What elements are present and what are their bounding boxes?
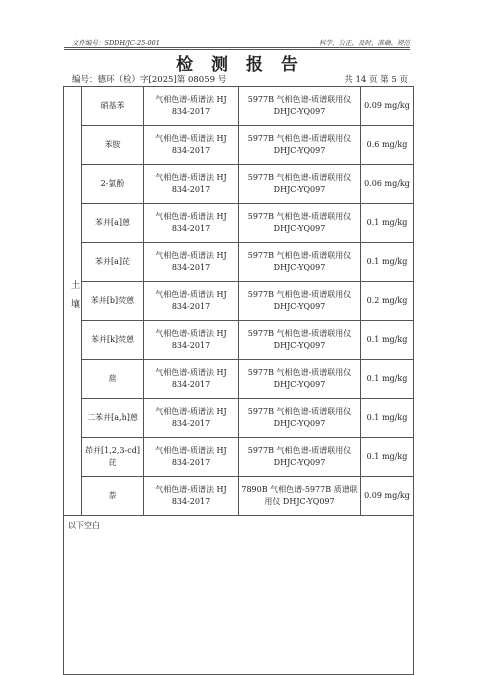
item-cell: 硝基苯	[82, 87, 144, 126]
instrument-cell: 7890B 气相色谱-5977B 质谱联用仪 DHJC-YQ097	[239, 477, 361, 516]
table-row	[64, 438, 414, 477]
limit-cell: 0.2 mg/kg	[361, 282, 414, 321]
limit-cell: 0.1 mg/kg	[361, 243, 414, 282]
item-cell: 二苯并[a,h]蒽	[82, 399, 144, 438]
method-cell: 气相色谱-质谱法 HJ 834-2017	[144, 438, 239, 477]
instrument-cell: 5977B 气相色谱-质谱联用仪 DHJC-YQ097	[239, 360, 361, 399]
instrument-cell: 5977B 气相色谱-质谱联用仪 DHJC-YQ097	[239, 87, 361, 126]
limit-cell: 0.1 mg/kg	[361, 399, 414, 438]
method-cell: 气相色谱-质谱法 HJ 834-2017	[144, 126, 239, 165]
page-title: 检 测 报 告	[176, 55, 304, 75]
report-number: 编号：德环（检）字[2025]第 08059 号	[72, 75, 227, 85]
file-number: 文件编号：SDDH/JC-25-001	[72, 39, 160, 47]
limit-cell: 0.09 mg/kg	[361, 477, 414, 516]
instrument-cell: 5977B 气相色谱-质谱联用仪 DHJC-YQ097	[239, 399, 361, 438]
method-cell: 气相色谱-质谱法 HJ 834-2017	[144, 321, 239, 360]
limit-cell: 0.1 mg/kg	[361, 438, 414, 477]
method-cell: 气相色谱-质谱法 HJ 834-2017	[144, 477, 239, 516]
method-cell: 气相色谱-质谱法 HJ 834-2017	[144, 165, 239, 204]
limit-cell: 0.1 mg/kg	[361, 321, 414, 360]
limit-cell: 0.1 mg/kg	[361, 204, 414, 243]
table-row	[64, 360, 414, 399]
method-cell: 气相色谱-质谱法 HJ 834-2017	[144, 399, 239, 438]
method-cell: 气相色谱-质谱法 HJ 834-2017	[144, 282, 239, 321]
page-info: 共 14 页 第 5 页	[344, 75, 408, 85]
table-row	[64, 165, 414, 204]
instrument-cell: 5977B 气相色谱-质谱联用仪 DHJC-YQ097	[239, 204, 361, 243]
item-cell: 茚并[1,2,3-cd]芘	[82, 438, 144, 477]
instrument-cell: 5977B 气相色谱-质谱联用仪 DHJC-YQ097	[239, 126, 361, 165]
instrument-cell: 5977B 气相色谱-质谱联用仪 DHJC-YQ097	[239, 165, 361, 204]
instrument-cell: 5977B 气相色谱-质谱联用仪 DHJC-YQ097	[239, 321, 361, 360]
results-table	[63, 86, 414, 675]
category-label: 土壤	[68, 279, 79, 318]
method-cell: 气相色谱-质谱法 HJ 834-2017	[144, 360, 239, 399]
item-cell: 萘	[82, 477, 144, 516]
instrument-cell: 5977B 气相色谱-质谱联用仪 DHJC-YQ097	[239, 438, 361, 477]
limit-cell: 0.06 mg/kg	[361, 165, 414, 204]
limit-cell: 0.09 mg/kg	[361, 87, 414, 126]
table-row	[64, 126, 414, 165]
item-cell: 2-氯酚	[82, 165, 144, 204]
limit-cell: 0.1 mg/kg	[361, 360, 414, 399]
item-cell: 苯并[b]荧蒽	[82, 282, 144, 321]
limit-cell: 0.6 mg/kg	[361, 126, 414, 165]
instrument-cell: 5977B 气相色谱-质谱联用仪 DHJC-YQ097	[239, 282, 361, 321]
method-cell: 气相色谱-质谱法 HJ 834-2017	[144, 243, 239, 282]
method-cell: 气相色谱-质谱法 HJ 834-2017	[144, 87, 239, 126]
item-cell: 苯并[a]芘	[82, 243, 144, 282]
method-cell: 气相色谱-质谱法 HJ 834-2017	[144, 204, 239, 243]
table-row	[64, 243, 414, 282]
table-row	[64, 204, 414, 243]
item-cell: 苯并[a]蒽	[82, 204, 144, 243]
category-cell	[64, 87, 82, 516]
item-cell: 苯胺	[82, 126, 144, 165]
header-rule-top	[64, 47, 410, 48]
blank-note: 以下空白	[68, 521, 100, 530]
table-row	[64, 321, 414, 360]
table-row	[64, 282, 414, 321]
item-cell: 苯并[k]荧蒽	[82, 321, 144, 360]
item-cell: 䓛	[82, 360, 144, 399]
motto: 科学、公正、及时、准确、规范	[319, 39, 410, 47]
blank-note-cell	[64, 516, 414, 675]
table-row	[64, 399, 414, 438]
table-row	[64, 87, 414, 126]
table-row	[64, 477, 414, 516]
instrument-cell: 5977B 气相色谱-质谱联用仪 DHJC-YQ097	[239, 243, 361, 282]
